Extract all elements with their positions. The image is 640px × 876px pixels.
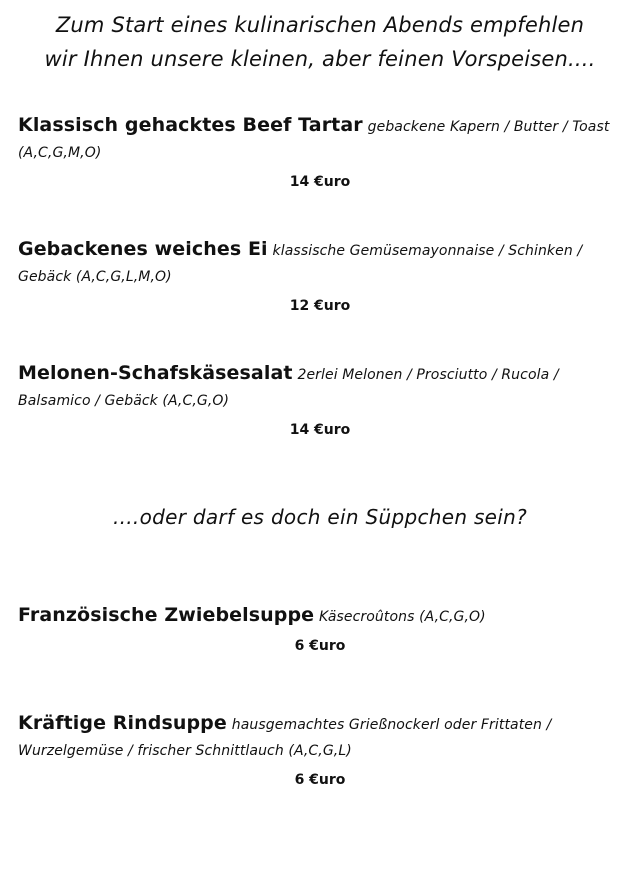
menu-item-description: gebackene Kapern / Butter / Toast (A,C,G,M,O) xyxy=(18,119,610,161)
menu-item-melon-salad xyxy=(18,361,623,438)
menu-item-name: Französische Zwiebelsuppe xyxy=(18,604,315,626)
menu-item-price: 12 €uro xyxy=(289,298,351,314)
menu-item-price: 6 €uro xyxy=(294,772,346,788)
menu-item-text xyxy=(18,361,623,414)
menu-item-description: klassische Gemüsemayonnaise / Schinken / Gebäck (A,C,G,L,M,O) xyxy=(18,243,583,285)
menu-item-price: 6 €uro xyxy=(294,638,346,654)
menu-item-baked-egg xyxy=(18,237,623,314)
menu-item-description: hausgemachtes Grießnockerl oder Frittaten / Wurzelgemüse / frischer Schnittlauch (A,C,G,L) xyxy=(18,717,552,759)
menu-item-text xyxy=(18,237,623,290)
menu-item-price: 14 €uro xyxy=(289,174,351,190)
menu-item-text xyxy=(18,603,623,630)
intro-line-1: Zum Start eines kulinarischen Abends empfehlen xyxy=(55,13,585,37)
menu-intro xyxy=(0,8,640,76)
menu-item-description: 2erlei Melonen / Prosciutto / Rucola / Balsamico / Gebäck (A,C,G,O) xyxy=(18,367,559,409)
menu-item-name: Kräftige Rindsuppe xyxy=(18,712,227,734)
menu-item-text xyxy=(18,711,623,764)
menu-item-name: Gebackenes weiches Ei xyxy=(18,238,268,260)
menu-item-name: Melonen-Schafskäsesalat xyxy=(18,362,293,384)
menu-item-name: Klassisch gehacktes Beef Tartar xyxy=(18,114,363,136)
menu-item-beef-tartar xyxy=(18,113,623,190)
section-separator: ....oder darf es doch ein Süppchen sein? xyxy=(112,505,528,529)
menu-item-description: Käsecroûtons (A,C,G,O) xyxy=(319,609,486,625)
menu-item-onion-soup xyxy=(18,603,623,654)
menu-item-price: 14 €uro xyxy=(289,422,351,438)
menu-item-beef-soup xyxy=(18,711,623,788)
intro-line-2: wir Ihnen unsere kleinen, aber feinen Vorspeisen.... xyxy=(44,47,596,71)
menu-item-text xyxy=(18,113,623,166)
